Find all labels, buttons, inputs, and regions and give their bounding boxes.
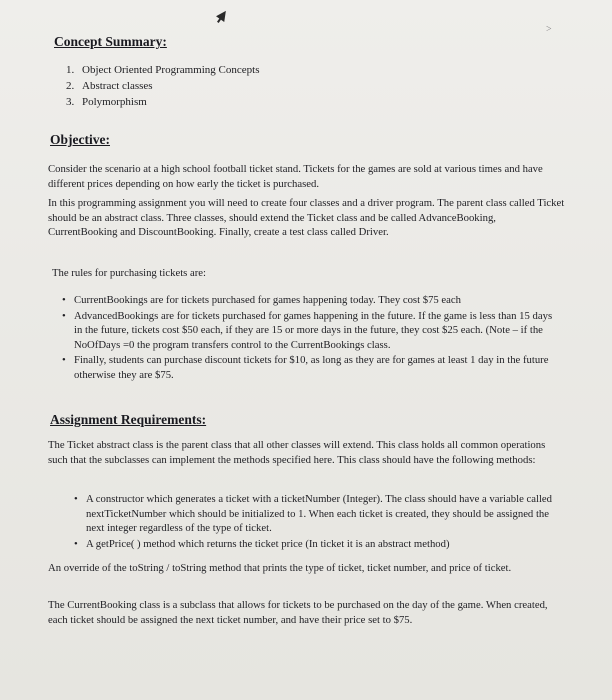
objective-heading: Objective: bbox=[50, 132, 110, 147]
requirements-paragraph-3: The CurrentBooking class is a subclass that allows for tickets to be purchased on the day of the game. When created, each ticket should be assigned the next ticket number, and have their price set to $75. bbox=[48, 599, 548, 626]
bullet-icon: • bbox=[62, 354, 66, 366]
bullet-icon: • bbox=[62, 309, 66, 322]
rule-item: • Finally, students can purchase discount tickets for $10, as long as they are for games at least 1 day in the future otherwise they are $75. bbox=[62, 354, 549, 381]
bullet-icon: • bbox=[74, 493, 78, 505]
method-item: • A constructor which generates a ticket with a ticketNumber (Integer). The class should have a variable called nextTicketNumber which should be initialized to 1. When each ticket is created, they should be assigned the next integer regardless of the type of ticket. bbox=[74, 493, 553, 534]
concept-item: 2. Abstract classes bbox=[66, 80, 153, 92]
objective-paragraph-1: Consider the scenario at a high school football ticket stand. Tickets for the games are sold at various times and have different prices depending on how early the ticket is purchased. bbox=[48, 163, 543, 190]
requirements-paragraph-2: An override of the toString / toString method that prints the type of ticket, ticket number, and price of ticket. bbox=[48, 562, 512, 574]
bullet-icon: • bbox=[74, 537, 78, 550]
requirements-paragraph-1: The Ticket abstract class is the parent class that all other classes will extend. This class holds all common operations such that the subclasses can implement the methods specified here. This class should have the following methods: bbox=[48, 439, 546, 466]
assignment-requirements-heading: Assignment Requirements: bbox=[50, 412, 207, 427]
objective-paragraph-2: In this programming assignment you will need to create four classes and a driver program. The parent class called Ticket should be an abstract class. Three classes, should extend the Ticket class and be called AdvanceBooking, CurrentBooking and DiscountBooking. Finally, create a test class called Driver. bbox=[48, 197, 565, 238]
rules-list bbox=[62, 293, 562, 383]
concept-summary-heading: Concept Summary: bbox=[54, 34, 167, 49]
methods-list bbox=[74, 492, 558, 552]
mouse-cursor-icon bbox=[216, 8, 230, 22]
concept-item: 1. Object Oriented Programming Concepts bbox=[66, 64, 260, 76]
concept-list bbox=[66, 62, 260, 110]
method-item: • A getPrice( ) method which returns the ticket price (In ticket it is an abstract method) bbox=[74, 537, 450, 550]
concept-item: 3. Polymorphism bbox=[66, 96, 147, 108]
rules-intro: The rules for purchasing tickets are: bbox=[52, 267, 207, 279]
rule-item: • AdvancedBookings are for tickets purchased for games happening in the future. If the game is less than 15 days in the future, tickets cost $50 each, if they are 15 or more days in the future, they cost $25 each. (Note – if the NoOfDays =0 the program transfers control to the CurrentBookings class. bbox=[62, 309, 553, 351]
bullet-icon: • bbox=[62, 294, 66, 306]
corner-mark: > bbox=[546, 24, 552, 35]
rule-item: • CurrentBookings are for tickets purchased for games happening today. They cost $75 each bbox=[62, 294, 462, 306]
